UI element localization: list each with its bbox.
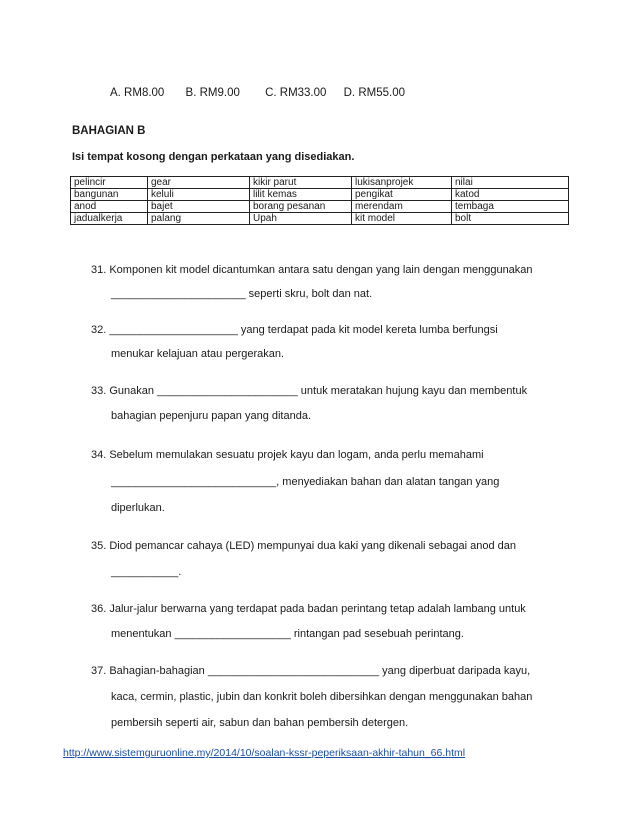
table-cell: anod [71,201,148,213]
table-cell: Upah [250,213,352,225]
option-c: C. RM33.00 [265,87,327,99]
table-cell: pelincir [71,177,148,189]
table-cell: gear [148,177,250,189]
table-cell: merendam [352,201,452,213]
table-cell: borang pesanan [250,201,352,213]
table-cell: bangunan [71,189,148,201]
question-37-continuation-2: pembersih seperti air, sabun dan bahan pembersih detergen. [111,717,409,729]
question-33-continuation: bahagian pepenjuru papan yang ditanda. [111,410,312,422]
table-cell: jadualkerja [71,213,148,225]
question-32: 32. _____________________ yang terdapat pada kit model kereta lumba berfungsi [91,324,498,336]
answer-options [110,87,405,99]
question-37-continuation: kaca, cermin, plastic, jubin dan konkrit boleh dibersihkan dengan menggunakan bahan [111,691,533,703]
table-cell: lukisanprojek [352,177,452,189]
option-a: A. RM8.00 [110,87,165,99]
question-35: 35. Diod pemancar cahaya (LED) mempunyai dua kaki yang dikenali sebagai anod dan [91,540,516,552]
table-cell: kikir parut [250,177,352,189]
question-37: 37. Bahagian-bahagian ____________________________ yang diperbuat daripada kayu, [91,665,531,677]
question-31-continuation: ______________________ seperti skru, bolt dan nat. [111,288,373,300]
table-cell: pengikat [352,189,452,201]
question-31: 31. Komponen kit model dicantumkan antara satu dengan yang lain dengan menggunakan [91,264,533,276]
question-34-continuation-2: diperlukan. [111,502,165,514]
section-instruction: Isi tempat kosong dengan perkataan yang disediakan. [72,151,355,163]
table-cell: nilai [452,177,569,189]
option-b: B. RM9.00 [185,87,240,99]
source-url-link[interactable]: http://www.sistemguruonline.my/2014/10/soalan-kssr-peperiksaan-akhir-tahun_66.html [63,747,466,759]
word-bank-table [70,176,569,225]
table-cell: bajet [148,201,250,213]
table-cell: palang [148,213,250,225]
table-cell: tembaga [452,201,569,213]
table-row [71,201,569,213]
table-cell: kit model [352,213,452,225]
option-d: D. RM55.00 [343,87,405,99]
question-33: 33. Gunakan _______________________ untuk meratakan hujung kayu dan membentuk [91,385,528,397]
table-cell: keluli [148,189,250,201]
question-34: 34. Sebelum memulakan sesuatu projek kayu dan logam, anda perlu memahami [91,449,484,461]
table-row [71,213,569,225]
section-title: BAHAGIAN B [72,125,146,137]
question-36-continuation: menentukan ___________________ rintangan pad sesebuah perintang. [111,628,464,640]
table-cell: lilit kemas [250,189,352,201]
table-cell: bolt [452,213,569,225]
question-34-continuation: ___________________________, menyediakan bahan dan alatan tangan yang [111,476,500,488]
table-row [71,189,569,201]
question-36: 36. Jalur-jalur berwarna yang terdapat pada badan perintang tetap adalah lambang untuk [91,603,526,615]
table-cell: katod [452,189,569,201]
table-row [71,177,569,189]
question-32-continuation: menukar kelajuan atau pergerakan. [111,348,285,360]
question-35-continuation: ___________. [111,566,182,578]
